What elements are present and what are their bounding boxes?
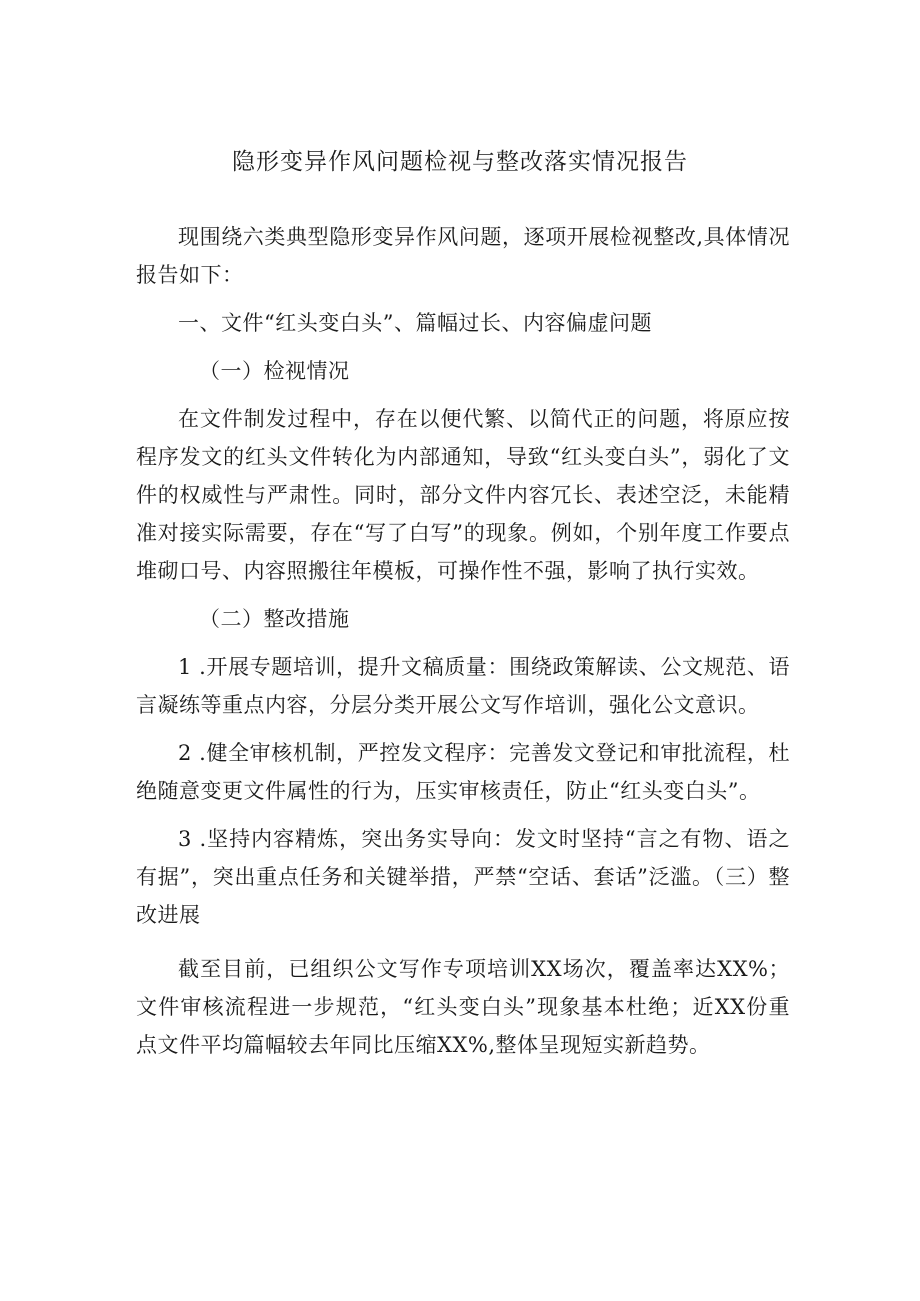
measure-item-1: 1 .开展专题培训，提升文稿质量：围绕政策解读、公文规范、语言凝练等重点内容，分层分类开展公文写作培训，强化公文意识。 xyxy=(136,655,790,717)
intro-paragraph: 现围绕六类典型隐形变异作风问题，逐项开展检视整改,具体情况报告如下： xyxy=(136,225,790,287)
subsection-heading-measures: （二）整改措施 xyxy=(199,607,350,631)
section-heading-1: 一、文件“红头变白头”、篇幅过长、内容偏虚问题 xyxy=(178,311,652,335)
measure-item-2: 2 .健全审核机制，严控发文程序：完善发文登记和审批流程，杜绝随意变更文件属性的行为，压实审核责任，防止“红头变白头”。 xyxy=(136,741,790,803)
inspection-paragraph: 在文件制发过程中，存在以便代繁、以简代正的问题，将原应按程序发文的红头文件转化为内部通知，导致“红头变白头”，弱化了文件的权威性与严肃性。同时，部分文件内容冗长、表述空泛，未能精准对接实际需要，存在“写了白写”的现象。例如，个别年度工作要点堆砌口号、内容照搬往年模板，可操作性不强，影响了执行实效。 xyxy=(136,407,790,583)
subsection-heading-inspection: （一）检视情况 xyxy=(199,359,350,383)
progress-paragraph: 截至目前，已组织公文写作专项培训XX场次，覆盖率达XX%；文件审核流程进一步规范，“红头变白头”现象基本杜绝；近XX份重点文件平均篇幅较去年同比压缩XX%,整体呈现短实新趋势。 xyxy=(136,957,790,1057)
measure-item-3: 3 .坚持内容精炼，突出务实导向：发文时坚持“言之有物、语之有据”，突出重点任务和关键举措，严禁“空话、套话”泛滥。（三）整改进展 xyxy=(136,827,790,927)
document-body xyxy=(136,218,790,1064)
document-title: 隐形变异作风问题检视与整改落实情况报告 xyxy=(232,149,688,175)
